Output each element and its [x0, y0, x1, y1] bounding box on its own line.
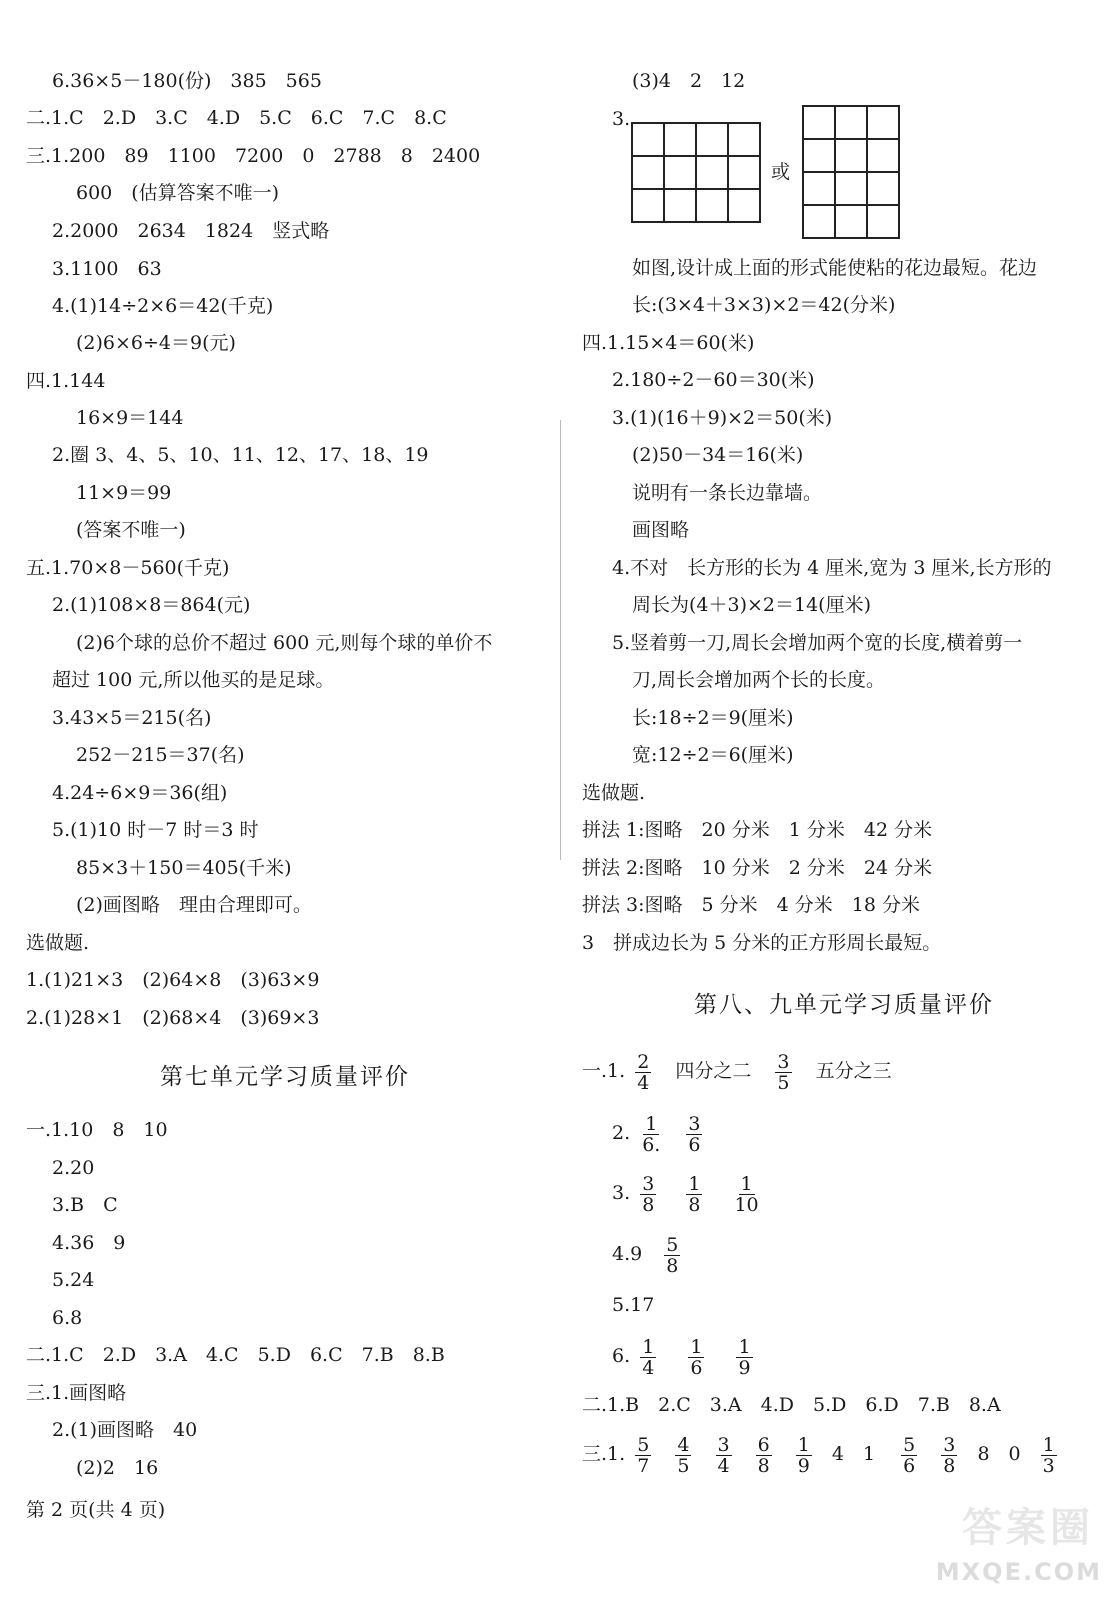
fraction-line: [582, 1433, 1061, 1476]
answer-line: 5.(1)10 时－7 时＝3 时: [52, 819, 259, 841]
item-prefix: 一.1.: [582, 1060, 626, 1082]
fraction-words: 四分之二: [675, 1060, 752, 1082]
answer-line: 一.1.10 8 10: [26, 1119, 168, 1141]
item-prefix: 4.9: [612, 1243, 643, 1265]
item-prefix: 6.: [612, 1345, 631, 1367]
answer-line: 四.1.144: [26, 370, 106, 392]
fraction: $\frac{3}{8}$: [642, 1172, 655, 1216]
fraction: $\frac{4}{5}$: [677, 1433, 690, 1477]
answer-line: 选做题.: [26, 932, 90, 954]
fraction: $\frac{1}{6.}$: [642, 1112, 661, 1156]
answer-line: 4.24÷6×9＝36(组): [52, 782, 228, 804]
answer-line: 周长为(4＋3)×2＝14(厘米): [632, 594, 872, 616]
answer-line: 三.1.200 89 1100 7200 0 2788 8 2400: [26, 145, 481, 167]
fraction: $\frac{3}{6}$: [688, 1112, 701, 1156]
fraction-line: [582, 1050, 906, 1093]
answer-line: 拼法 3:图略 5 分米 4 分米 18 分米: [582, 894, 921, 916]
answer-line: 2.180÷2－60＝30(米): [612, 369, 815, 391]
fraction: $\frac{1}{4}$: [642, 1335, 655, 1379]
fraction: $\frac{1}{8}$: [688, 1172, 701, 1216]
answer-line: 4.不对 长方形的长为 4 厘米,宽为 3 厘米,长方形的: [612, 557, 1052, 579]
answer-line: (2)画图略 理由合理即可。: [76, 894, 312, 916]
or-label: 或: [771, 161, 791, 183]
answer-line: (2)50－34＝16(米): [632, 444, 804, 466]
answer-line: 5.24: [52, 1269, 95, 1291]
fraction: $\frac{6}{8}$: [757, 1433, 770, 1477]
answer-line: 2.(1)28×1 (2)68×4 (3)69×3: [26, 1007, 320, 1029]
answer-line: 2.(1)108×8＝864(元): [52, 594, 251, 616]
answer-line: (答案不唯一): [76, 519, 186, 541]
fraction: $\frac{1}{9}$: [738, 1335, 751, 1379]
answer-values: 8 0: [977, 1443, 1021, 1465]
answer-line: 二.1.C 2.D 3.A 4.C 5.D 6.C 7.B 8.B: [26, 1344, 445, 1366]
fraction-line: [612, 1233, 684, 1276]
item-prefix: 三.1.: [582, 1443, 626, 1465]
answer-line: 如图,设计成上面的形式能使粘的花边最短。花边: [632, 257, 1038, 279]
fraction: $\frac{3}{8}$: [943, 1433, 956, 1477]
section-title: 第七单元学习质量评价: [160, 1064, 410, 1090]
answer-line: 85×3＋150＝405(千米): [76, 857, 292, 879]
answer-line: 6.8: [52, 1307, 83, 1329]
fraction: $\frac{5}{7}$: [637, 1433, 650, 1477]
answer-line: (2)6×6÷4＝9(元): [76, 332, 236, 354]
answer-line: 3 拼成边长为 5 分米的正方形周长最短。: [582, 932, 942, 954]
answer-line: 选做题.: [582, 782, 646, 804]
answer-values: 4 1: [831, 1443, 876, 1465]
fraction: $\frac{1}{9}$: [797, 1433, 810, 1477]
answer-line: (2)2 16: [76, 1457, 159, 1479]
answer-line: 二.1.B 2.C 3.A 4.D 5.D 6.D 7.B 8.A: [582, 1394, 1001, 1416]
answer-line: 宽:12÷2＝6(厘米): [632, 744, 794, 766]
fraction-line: [612, 1112, 706, 1155]
fraction: $\frac{3}{5}$: [777, 1050, 790, 1094]
answer-line: 2.圈 3、4、5、10、11、12、17、18、19: [52, 444, 429, 466]
page-footer: 第 2 页(共 4 页): [26, 1499, 166, 1521]
answer-line: 3.(1)(16＋9)×2＝50(米): [612, 407, 833, 429]
answer-line: 二.1.C 2.D 3.C 4.D 5.C 6.C 7.C 8.C: [26, 107, 447, 129]
answer-line: 画图略: [632, 519, 690, 541]
answer-line: (2)6个球的总价不超过 600 元,则每个球的单价不: [76, 632, 493, 654]
fraction: $\frac{2}{4}$: [637, 1050, 650, 1094]
fraction-words: 五分之三: [815, 1060, 892, 1082]
answer-line: 600 (估算答案不唯一): [76, 182, 280, 204]
answer-line: 2.2000 2634 1824 竖式略: [52, 220, 330, 242]
answer-line: 拼法 2:图略 10 分米 2 分米 24 分米: [582, 857, 933, 879]
answer-line: 2.20: [52, 1157, 95, 1179]
answer-line: 五.1.70×8－560(千克): [26, 557, 230, 579]
answer-line: 252－215＝37(名): [76, 744, 245, 766]
item-prefix: 2.: [612, 1122, 631, 1144]
answer-line: 长:18÷2＝9(厘米): [632, 707, 794, 729]
answer-line: 超过 100 元,所以他买的是足球。: [52, 669, 335, 691]
answer-line: 三.1.画图略: [26, 1382, 127, 1404]
answer-line: 拼法 1:图略 20 分米 1 分米 42 分米: [582, 819, 933, 841]
fraction-line: [612, 1335, 757, 1378]
answer-line: 3.B C: [52, 1194, 118, 1216]
answer-line: 5.17: [612, 1294, 655, 1316]
fraction-line: [612, 1172, 765, 1215]
answer-line: 4.(1)14÷2×6＝42(千克): [52, 295, 274, 317]
fraction: $\frac{1}{6}$: [690, 1335, 703, 1379]
answer-line: 6.36×5－180(份) 385 565: [52, 70, 322, 92]
fraction: $\frac{3}{4}$: [717, 1433, 730, 1477]
answer-line: 说明有一条长边靠墙。: [632, 482, 823, 504]
grid-4x3: [631, 122, 761, 223]
answer-line: 2.(1)画图略 40: [52, 1419, 198, 1441]
answer-line: 5.竖着剪一刀,周长会增加两个宽的长度,横着剪一: [612, 632, 1023, 654]
fraction: $\frac{1}{10}$: [734, 1172, 759, 1216]
fraction: $\frac{1}{3}$: [1042, 1433, 1055, 1477]
fraction: $\frac{5}{6}$: [903, 1433, 916, 1477]
answer-line: 四.1.15×4＝60(米): [582, 332, 755, 354]
answer-line: 3.1100 63: [52, 258, 162, 280]
fraction: $\frac{5}{8}$: [666, 1233, 679, 1277]
column-divider: [560, 420, 561, 860]
answer-line: 3.43×5＝215(名): [52, 707, 212, 729]
watermark-url: MXQE.COM: [935, 1558, 1102, 1586]
answer-line: 4.36 9: [52, 1232, 126, 1254]
answer-line: 长:(3×4＋3×3)×2＝42(分米): [632, 294, 896, 316]
watermark-text: 答案圈: [962, 1505, 1094, 1551]
answer-line: 11×9＝99: [76, 482, 172, 504]
answer-line: (3)4 2 12: [632, 70, 746, 92]
section-title: 第八、九单元学习质量评价: [694, 992, 994, 1018]
answer-line: 1.(1)21×3 (2)64×8 (3)63×9: [26, 969, 320, 991]
watermark-logo: [902, 1496, 1102, 1586]
grid-3x4: [802, 105, 900, 239]
answer-line: 16×9＝144: [76, 407, 184, 429]
answer-line: 3.: [612, 108, 631, 130]
item-prefix: 3.: [612, 1182, 631, 1204]
answer-line: 刀,周长会增加两个长的长度。: [632, 669, 886, 691]
